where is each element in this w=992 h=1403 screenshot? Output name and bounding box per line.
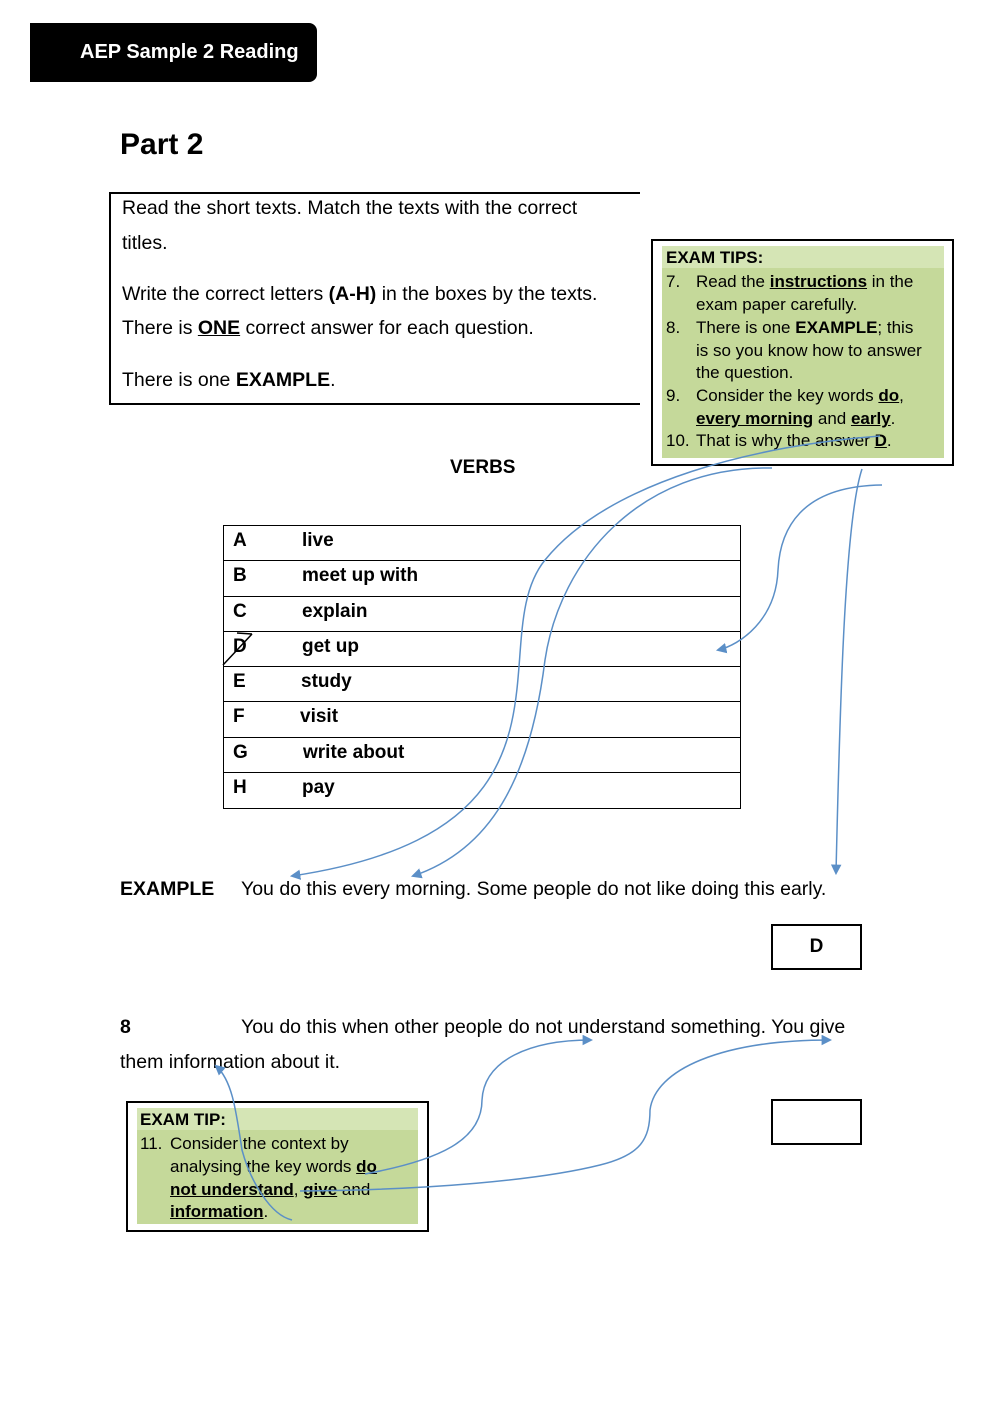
verb-word: study (301, 671, 352, 692)
verb-word: live (302, 530, 334, 551)
verb-letter: F (233, 706, 245, 728)
verb-word: write about (303, 741, 405, 763)
tip-text: information. (170, 1202, 269, 1221)
example-label: EXAMPLE (120, 878, 215, 900)
instruction-line: There is ONE correct answer for each question. (122, 317, 534, 339)
tip-text: is so you know how to answer (696, 341, 922, 360)
verb-word: visit (300, 706, 339, 728)
example-answer-box: D (771, 924, 862, 970)
verb-word: meet up with (302, 565, 419, 587)
verb-row (224, 597, 740, 632)
verb-row (224, 738, 740, 773)
exam-tips-box (651, 239, 954, 466)
question-text: them information about it. (120, 1051, 341, 1073)
tip-text: the question. (696, 363, 794, 382)
verb-letter: A (233, 530, 247, 551)
tip-text: Read the instructions in the (696, 272, 914, 291)
tip-text: analysing the key words do (170, 1157, 377, 1176)
header-tab (30, 23, 317, 82)
verb-word: explain (302, 600, 368, 622)
verb-letter: D (233, 635, 247, 657)
tip-text: That is why the answer D. (696, 431, 892, 450)
verbs-table (223, 525, 741, 809)
tip-text: There is one EXAMPLE; this (696, 318, 914, 337)
tip-number: 7. (666, 272, 681, 291)
tip-text: exam paper carefully. (696, 295, 858, 314)
verb-row (224, 702, 740, 737)
verb-row (224, 526, 740, 561)
question-number: 8 (120, 1016, 131, 1038)
example-text: You do this every morning. Some people do not like doing this early. (241, 878, 827, 900)
tip-text: Consider the context by (170, 1134, 349, 1153)
tip-text: Consider the key words do, (696, 386, 904, 405)
verbs-title: VERBS (450, 457, 516, 478)
instructions-box (109, 192, 640, 405)
instruction-line: Write the correct letters (A-H) in the boxes by the texts. (122, 283, 598, 305)
verb-row (224, 773, 740, 808)
tip-number: 11. (140, 1134, 163, 1153)
arrow-early-to-example (836, 469, 862, 873)
instruction-line: titles. (122, 232, 168, 254)
exam-tips-panel (662, 246, 944, 458)
exam-tips-title: EXAM TIPS: (666, 248, 764, 267)
verb-letter: B (233, 565, 247, 587)
tip-number: 10. (666, 431, 690, 450)
exam-tip-panel (137, 1108, 418, 1224)
verb-row (224, 667, 740, 702)
verb-letter: C (233, 600, 247, 622)
tip-text: not understand, give and (170, 1180, 371, 1199)
instruction-line: Read the short texts. Match the texts with the correct (122, 197, 578, 219)
verb-row (224, 632, 740, 667)
tip-number: 9. (666, 386, 681, 405)
question-text: You do this when other people do not understand something. You give (241, 1016, 846, 1038)
tip-number: 8. (666, 318, 681, 337)
verb-letter: E (233, 671, 246, 692)
tip-text: every morning and early. (696, 409, 896, 428)
part-title: Part 2 (120, 128, 204, 161)
verb-letter: H (233, 776, 247, 798)
exam-tip-box (126, 1101, 429, 1232)
arrow-instructions-to-table (718, 485, 882, 650)
exam-tip-title: EXAM TIP: (140, 1110, 226, 1129)
verb-row (224, 561, 740, 596)
verb-word: pay (302, 776, 335, 798)
instruction-line: There is one EXAMPLE. (122, 369, 336, 391)
answer-input-box[interactable] (771, 1099, 862, 1145)
verb-letter: G (233, 741, 248, 763)
header-title: AEP Sample 2 Reading (80, 41, 299, 63)
verb-word: get up (302, 635, 359, 657)
